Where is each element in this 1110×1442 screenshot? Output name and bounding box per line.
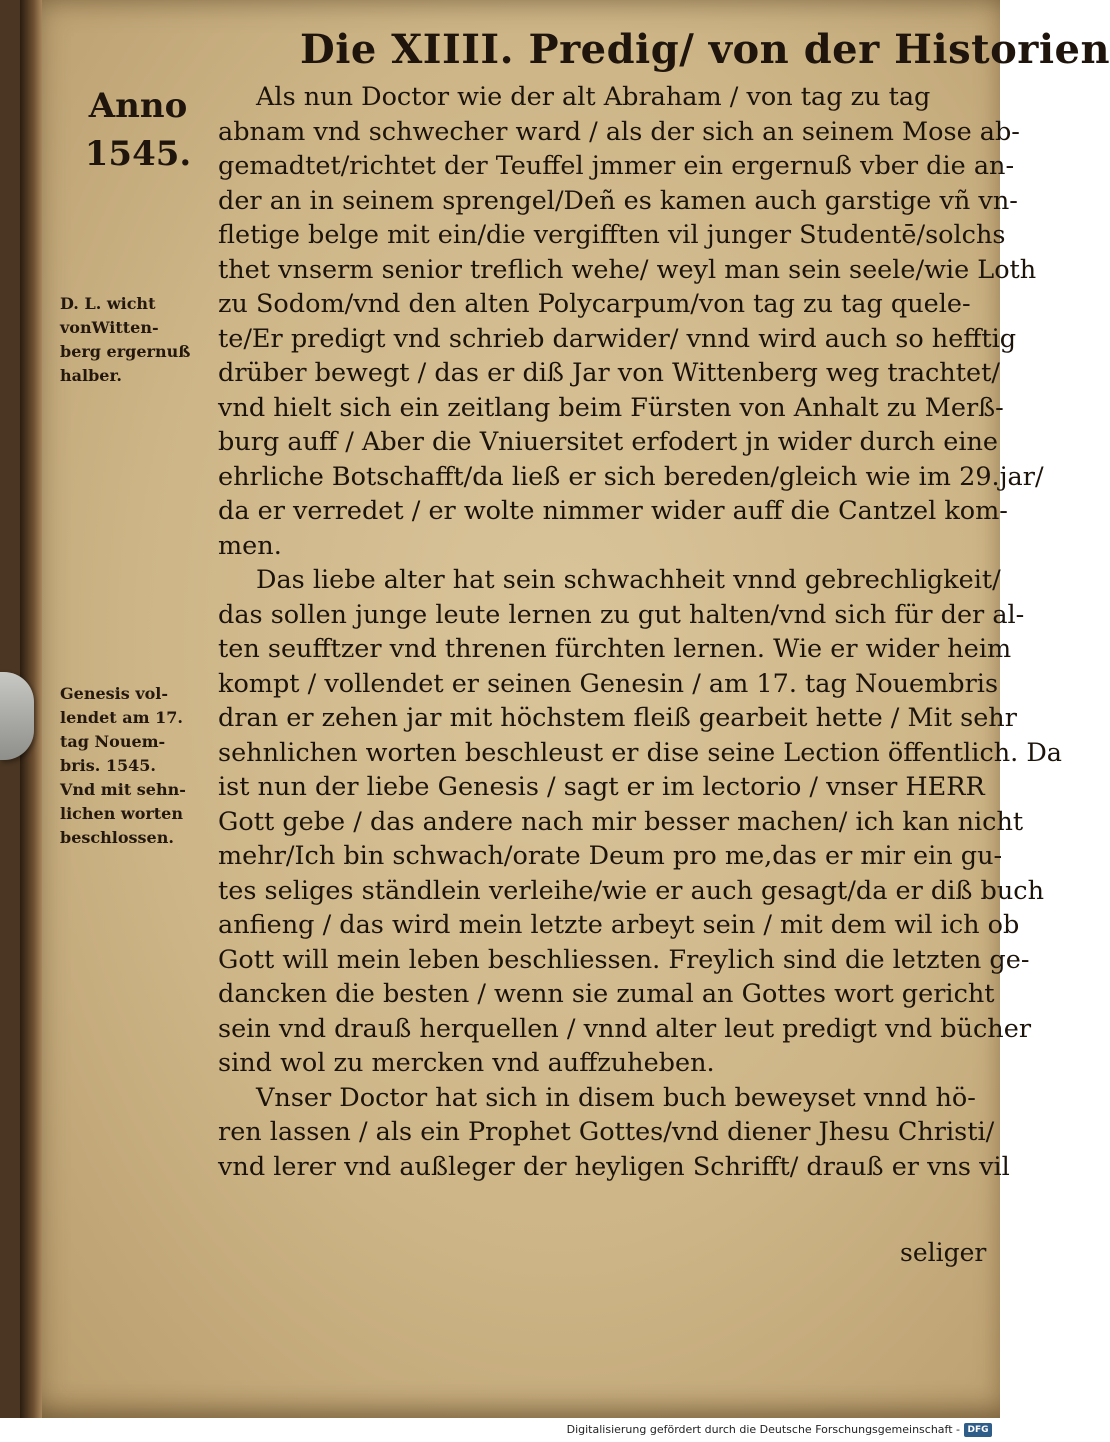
text-line: Gott will mein leben beschliessen. Freylich sind die letzten ge- <box>218 944 1030 975</box>
text-line: da er verredet / er wolte nimmer wider auff die Cantzel kom- <box>218 496 1008 526</box>
text-line: tes seliges ständlein verleihe/wie er auch gesagt/da er diß buch <box>218 875 1044 906</box>
text-line: te/Er predigt vnd schrieb darwider/ vnnd wird auch so hefftig <box>218 323 1017 354</box>
margin-note-line: D. L. wicht <box>60 294 156 313</box>
body-text <box>218 80 1063 1184</box>
dfg-logo-icon: DFG <box>964 1423 992 1437</box>
text-line: dancken die besten / wenn sie zumal an Gottes wort gericht <box>218 979 995 1009</box>
margin-note-wittenberg <box>60 292 225 388</box>
margin-note-line: Genesis vol- <box>60 684 169 703</box>
funding-credit: Digitalisierung gefördert durch die Deutsche Forschungsgemeinschaft - <box>566 1423 960 1436</box>
text-line: sehnlichen worten beschleust er dise seine Lection öffentlich. Da <box>218 737 1063 768</box>
text-line: ist nun der liebe Genesis / sagt er im lectorio / vnser HERR <box>218 772 985 802</box>
text-line: zu Sodom/vnd den alten Polycarpum/von tag zu tag quele- <box>218 289 971 319</box>
margin-note-line: lichen worten <box>60 804 183 823</box>
text-line: abnam vnd schwecher ward / als der sich an seinem Mose ab- <box>218 116 1020 147</box>
text-line: der an in seinem sprengel/Deñ es kamen auch garstige vñ vn- <box>218 185 1018 216</box>
margin-note-line: bris. 1545. <box>60 756 156 775</box>
text-line: Gott gebe / das andere nach mir besser machen/ ich kan nicht <box>218 806 1024 837</box>
margin-note-line: lendet am 17. <box>60 708 183 727</box>
text-line: Das liebe alter hat sein schwachheit vnnd gebrechligkeit/ <box>256 565 1001 595</box>
text-line: vnd hielt sich ein zeitlang beim Fürsten von Anhalt zu Merß- <box>218 392 1004 423</box>
text-line: fletige belge mit ein/die vergifften vil junger Studentē/solchs <box>218 220 1006 250</box>
text-line: vnd lerer vnd außleger der heyligen Schrifft/ drauß er vns vil <box>218 1151 1010 1182</box>
text-line: ren lassen / als ein Prophet Gottes/vnd diener Jhesu Christi/ <box>218 1117 995 1147</box>
text-line: Als nun Doctor wie der alt Abraham / von tag zu tag <box>256 82 931 112</box>
text-line: anfieng / das wird mein letzte arbeyt sein / mit dem wil ich ob <box>218 910 1020 940</box>
text-line: men. <box>218 530 282 561</box>
margin-note-line: vonWitten- <box>60 318 159 337</box>
margin-note-line: beschlossen. <box>60 828 174 847</box>
text-line: das sollen junge leute lernen zu gut halten/vnd sich für der al- <box>218 599 1025 630</box>
catchword: seliger <box>900 1238 987 1267</box>
text-line: mehr/Ich bin schwach/orate Deum pro me,das er mir ein gu- <box>218 841 1003 871</box>
margin-year-word: Anno <box>88 86 188 126</box>
margin-year-number: 1545. <box>84 134 192 174</box>
text-line: drüber bewegt / das er diß Jar von Wittenberg weg trachtet/ <box>218 358 1000 388</box>
margin-note-line: Vnd mit sehn- <box>60 780 186 799</box>
text-line: sind wol zu mercken vnd auffzuheben. <box>218 1048 715 1078</box>
margin-note-line: berg ergernuß <box>60 342 191 361</box>
text-line: ten seufftzer vnd threnen fürchten lernen. Wie er wider heim <box>218 634 1012 664</box>
text-line: dran er zehen jar mit höchstem fleiß gearbeit hette / Mit sehr <box>218 703 1017 733</box>
margin-note-genesis <box>60 682 225 850</box>
text-line: gemadtet/richtet der Teuffel jmmer ein ergernuß vber die an- <box>218 151 1015 181</box>
text-line: burg auff / Aber die Vniuersitet erfodert jn wider durch eine <box>218 427 999 457</box>
margin-note-line: halber. <box>60 366 122 385</box>
text-line: sein vnd drauß herquellen / vnnd alter leut predigt vnd bücher <box>218 1013 1032 1044</box>
margin-note-line: tag Nouem- <box>60 732 166 751</box>
digitization-footer <box>0 1418 1000 1442</box>
margin-year <box>78 82 198 178</box>
text-line: thet vnserm senior treflich wehe/ weyl man sein seele/wie Loth <box>218 254 1037 285</box>
running-head: Die XIIII. Predig/ von der Historien <box>300 26 1110 73</box>
text-line: ehrliche Botschafft/da ließ er sich bereden/gleich wie im 29.jar/ <box>218 461 1044 492</box>
text-line: kompt / vollendet er seinen Genesin / am 17. tag Nouembris <box>218 668 999 699</box>
text-line: Vnser Doctor hat sich in disem buch beweyset vnnd hö- <box>256 1082 976 1113</box>
